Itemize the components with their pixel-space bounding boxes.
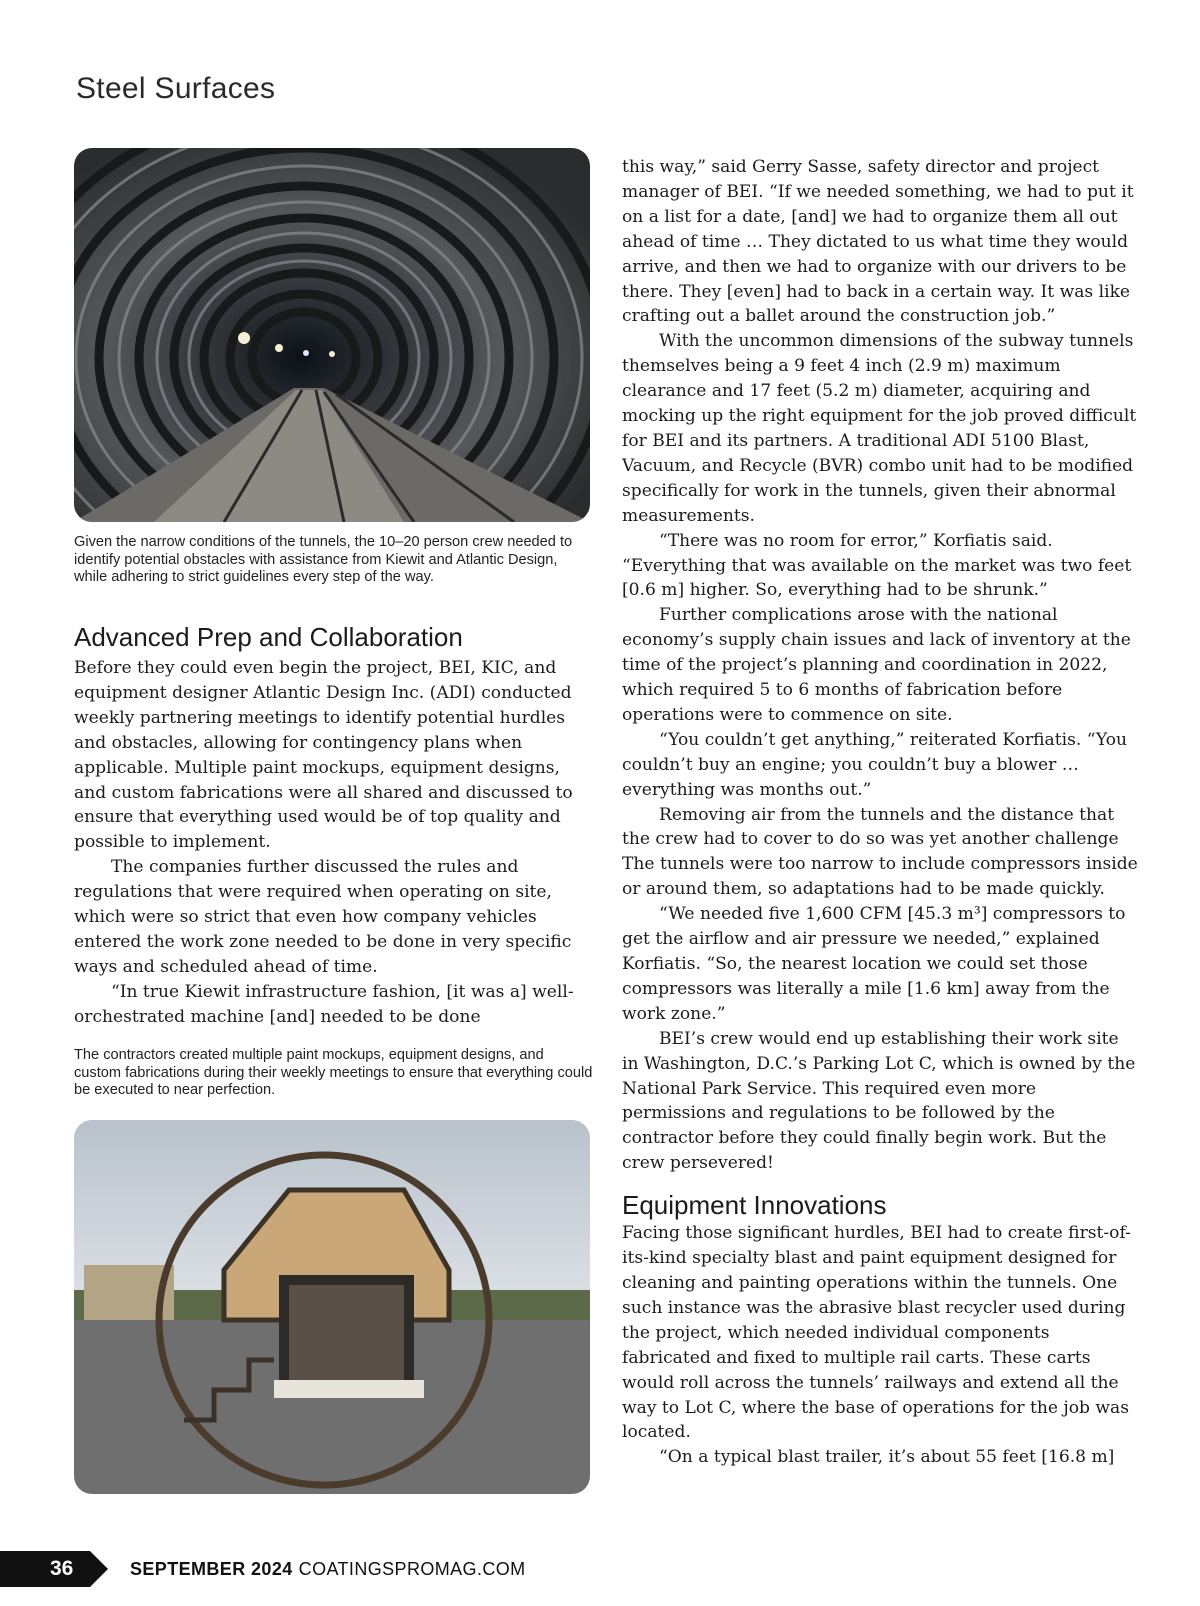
- site-url[interactable]: COATINGSPROMAG.COM: [298, 1559, 526, 1579]
- paragraph: The companies further discussed the rules and regulations that were required when operating on site, which were so strict that even how company vehicles entered the work zone needed to be done in very specific ways and scheduled ahead of time.: [74, 857, 572, 977]
- article-left-column: [74, 622, 594, 1030]
- paragraph: “You couldn’t get anything,” reiterated Korfiatis. “You couldn’t buy an engine; you couldn’t buy a blower … everything was months out.”: [622, 729, 1128, 800]
- article-right-column: [622, 155, 1140, 1470]
- section-heading: Advanced Prep and Collaboration: [74, 622, 463, 652]
- section-heading: Equipment Innovations: [622, 1190, 887, 1221]
- paragraph: “We needed five 1,600 CFM [45.3 m³] compressors to get the airflow and air pressure we needed,” explained Korfiatis. “So, the nearest location we could set those compressors was literally a mile [1.6 km] away from the work zone.”: [622, 904, 1126, 1024]
- paragraph: With the uncommon dimensions of the subway tunnels themselves being a 9 feet 4 inch (2.9 m) maximum clearance and 17 feet (5.2 m) diameter, acquiring and mocking up the right equipment for the job proved difficult for BEI and its partners. A traditional ADI 5100 Blast, Vacuum, and Recycle (BVR) combo unit had to be modified specifically for work in the tunnels, given their abnormal measurements.: [622, 331, 1137, 526]
- issue-line: [130, 1551, 526, 1587]
- paragraph: Further complications arose with the national economy’s supply chain issues and lack of inventory at the time of the project’s planning and coordination in 2022, which required 5 to 6 months of fabrication before operations were to commence on site.: [622, 605, 1131, 725]
- page-number: 36: [0, 1551, 90, 1587]
- paragraph: “In true Kiewit infrastructure fashion, [it was a] well-orchestrated machine [and] needed to be done: [74, 981, 574, 1027]
- photo-caption: Given the narrow conditions of the tunnels, the 10–20 person crew needed to identify potential obstacles with assistance from Kiewit and Atlantic Design, while adhering to strict guidelines every step of the way.: [74, 534, 573, 585]
- page-footer: [0, 1551, 1200, 1587]
- section-label: Steel Surfaces: [76, 72, 276, 105]
- paragraph: Facing those significant hurdles, BEI had to create first-of-its-kind specialty blast and paint equipment designed for cleaning and painting operations within the tunnels. One such instance was the abrasive blast recycler used during the project, which needed individual components fabricated and fixed to multiple rail carts. These carts would roll across the tunnels’ railways and extend all the way to Lot C, where the base of operations for the job was located.: [622, 1223, 1131, 1443]
- paragraph: Removing air from the tunnels and the distance that the crew had to cover to do so was yet another challenge The tunnels were too narrow to include compressors inside or around them, so adaptations had to be made quickly.: [622, 804, 1138, 900]
- tunnel-photo: [74, 148, 590, 522]
- paragraph: Before they could even begin the project, BEI, KIC, and equipment designer Atlantic Design Inc. (ADI) conducted weekly partnering meetings to identify potential hurdles and obstacles, allowing for contingency plans when applicable. Multiple paint mockups, equipment designs, and custom fabrications were all shared and discussed to ensure that everything used would be of top quality and possible to implement.: [74, 658, 573, 853]
- issue-date: SEPTEMBER 2024: [130, 1559, 293, 1579]
- equipment-mockup-photo: [74, 1120, 590, 1494]
- paragraph: this way,” said Gerry Sasse, safety director and project manager of BEI. “If we needed something, we had to put it on a list for a date, [and] we had to organize them all out ahead of time … They dictated to us what time they would arrive, and then we had to organize with our drivers to be there. They [even] had to back in a certain way. It was like crafting out a ballet around the construction job.”: [622, 157, 1134, 327]
- paragraph: “On a typical blast trailer, it’s about 55 feet [16.8 m]: [659, 1447, 1115, 1468]
- paragraph: BEI’s crew would end up establishing their work site in Washington, D.C.’s Parking Lot C, which is owned by the National Park Service. This required even more permissions and regulations to be followed by the contractor before they could finally begin work. But the crew persevered!: [622, 1028, 1136, 1174]
- photo-caption: The contractors created multiple paint mockups, equipment designs, and custom fabrications during their weekly meetings to ensure that everything could be executed to near perfection.: [74, 1047, 593, 1098]
- paragraph: “There was no room for error,” Korfiatis said. “Everything that was available on the market was two feet [0.6 m] higher. So, everything had to be shrunk.”: [622, 530, 1132, 601]
